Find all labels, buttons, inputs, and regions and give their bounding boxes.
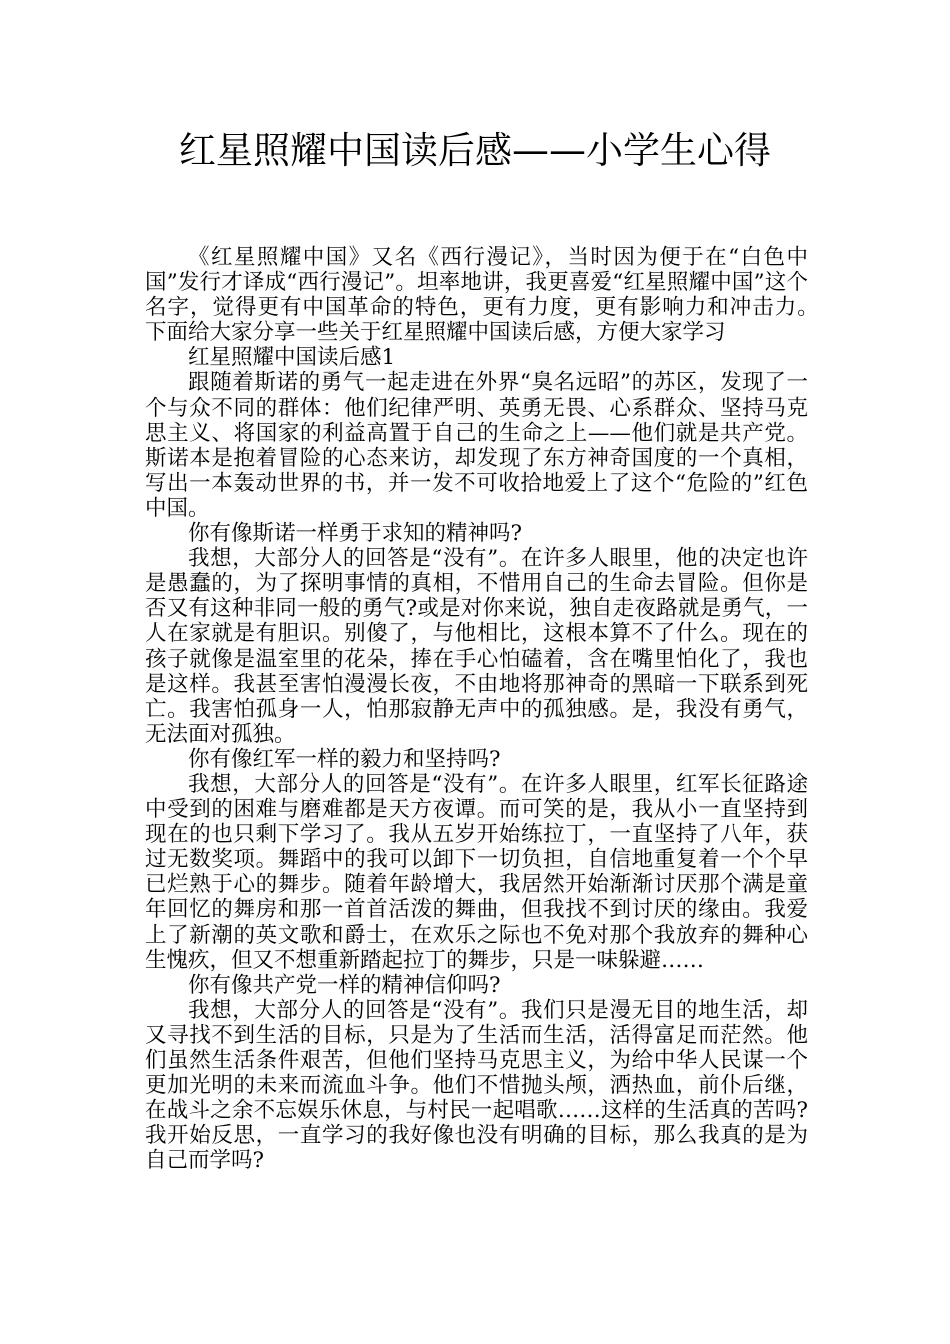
paragraph-question-3: 你有像共产党一样的精神信仰吗?: [188, 972, 501, 998]
paragraph-question-2: 你有像红军一样的毅力和坚持吗?: [188, 746, 501, 772]
document-body: [145, 245, 830, 1174]
paragraph-question-1: 你有像斯诺一样勇于求知的精神吗?: [188, 521, 523, 547]
paragraph-subheading-1: 红星照耀中国读后感1: [188, 345, 396, 371]
paragraph-answer-3: 我想，大部分人的回答是“没有”。我们只是漫无目的地生活，却又寻找不到生活的目标，只是为了生活而生活，活得富足而茫然。他们虽然生活条件艰苦，但他们坚持马克思主义，为给中华人民谋一个更加光明的未来而流血斗争。他们不惜抛头颅，洒热血，前仆后继，在战斗之余不忘娱乐休息，与村民一起唱歌……这样的生活真的苦吗?我开始反思，一直学习的我好像也没有明确的目标，那么我真的是为自己而学吗?: [145, 997, 808, 1174]
document-title: 红星照耀中国读后感——小学生心得: [179, 129, 771, 172]
paragraph-answer-1: 我想，大部分人的回答是“没有”。在许多人眼里，他的决定也许是愚蠢的，为了探明事情的真相，不惜用自己的生命去冒险。但你是否又有这种非同一般的勇气?或是对你来说，独自走夜路就是勇气，一人在家就是有胆识。别傻了，与他相比，这根本算不了什么。现在的孩子就像是温室里的花朵，捧在手心怕磕着，含在嘴里怕化了，我也是这样。我甚至害怕漫漫长夜，不由地将那神奇的黑暗一下联系到死亡。我害怕孤身一人，怕那寂静无声中的孤独感。是，我没有勇气，无法面对孤独。: [145, 546, 808, 747]
paragraph-answer-2: 我想，大部分人的回答是“没有”。在许多人眼里，红军长征路途中受到的困难与磨难都是天方夜谭。而可笑的是，我从小一直坚持到现在的也只剩下学习了。我从五岁开始练拉丁，一直坚持了八年，获过无数奖项。舞蹈中的我可以卸下一切负担，自信地重复着一个个早已烂熟于心的舞步。随着年龄增大，我居然开始渐渐讨厌那个满是童年回忆的舞房和那一首首活泼的舞曲，但我找不到讨厌的缘由。我爱上了新潮的英文歌和爵士，在欢乐之际也不免对那个我放弃的舞种心生愧疚，但又不想重新踏起拉丁的舞步，只是一味躲避……: [145, 771, 808, 973]
paragraph-snow-courage: 跟随着斯诺的勇气一起走进在外界“臭名远昭”的苏区，发现了一个与众不同的群体：他们纪律严明、英勇无畏、心系群众、坚持马克思主义、将国家的利益高置于自己的生命之上——他们就是共产党。斯诺本是抱着冒险的心态来访，却发现了东方神奇国度的一个真相，写出一本轰动世界的书，并一发不可收拾地爱上了这个“危险的”红色中国。: [145, 370, 808, 521]
paragraph-intro: 《红星照耀中国》又名《西行漫记》，当时因为便于在“白色中国”发行才译成“西行漫记”。坦率地讲，我更喜爱“红星照耀中国”这个名字，觉得更有中国革命的特色，更有力度，更有影响力和冲击力。 下面给大家分享一些关于红星照耀中国读后感，方便大家学习: [145, 245, 830, 346]
